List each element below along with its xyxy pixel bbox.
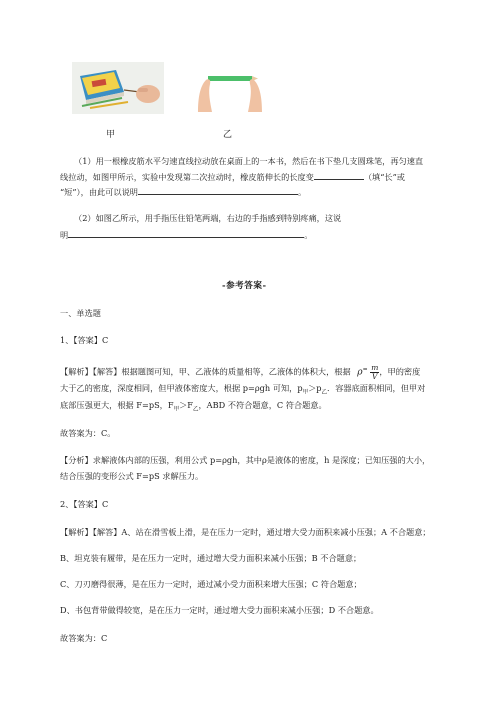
q1-fenxi-line-1: 【分析】求解液体内部的压强，利用公式 p=ρgh，其中ρ是液体的密度，h 是深度；已知压强的大小， [60,455,431,465]
q2-line-a: 【解析】【解答】A、站在滑雪板上滑，是在压力一定时，通过增大受力面积来减小压强；A 不合题意； [60,527,431,537]
greater-than-f: ＞F [179,400,193,410]
fraction-numerator: m [371,363,379,373]
q1-analysis-text-3: 底部压强更大，根据 F=pS，F [60,400,174,410]
greater-than-p: ＞p [308,383,322,393]
part-heading: 一、单选题 [60,308,101,318]
q1-analysis-text-3b: ，ABD 不符合题意，C 符合题意。 [198,400,327,410]
question-1-line-2 [60,170,405,183]
question-2-line-2-text: 明 [60,230,69,240]
question-2-line-1: （2）如图乙所示，用手指压住铅笔两端，右边的手指感到特别疼痛，这说 [74,213,342,223]
q1-analysis-line-3 [60,399,327,416]
question-2-line-2 [60,228,312,241]
answer-blank-3[interactable] [68,228,304,238]
q1-analysis-text-2: 大于乙的密度，深度相同，但甲液体密度大，根据 p=ρgh 可知，p [60,383,303,393]
figure-label-jia: 甲 [106,130,116,140]
question-2-line-2-end: 。 [304,230,313,240]
figure-jia [72,62,164,114]
figure-yi [196,62,264,114]
question-1-line-2-hint: （填“长”或 [363,172,405,182]
q1-analysis-text-1b: ，甲的密度 [379,366,421,377]
q1-analysis-text-2b: ．容器底面积相同，但甲对 [327,383,426,393]
answer-blank-1[interactable] [314,170,364,180]
mass-volume-fraction [370,364,379,381]
density-formula [357,364,379,381]
question-1-line-3-end: 。 [297,187,307,197]
q2-line-d: D、书包背带做得较宽，是在压力一定时，通过增大受力面积来减小压强；D 不合题意。 [60,605,379,615]
q1-analysis-line-1 [60,364,420,381]
subscript-jia: 甲 [302,389,309,396]
q1-answer: 1、【答案】C [60,335,109,345]
q1-analysis-line-2 [60,382,425,399]
subscript-yi: 乙 [321,389,328,396]
q2-line-c: C、刀刃磨得很薄，是在压力一定时，通过减小受力面积来增大压强；C 符合题意； [60,579,362,589]
question-1-line-1: （1）用一根橡皮筋水平匀速直线拉动放在桌面上的一本书，然后在书下垫几支圆珠笔，再匀速直 [74,156,424,166]
q2-conclusion: 故答案为：C [60,633,108,643]
q1-fenxi-line-2: 结合压强的变形公式 F=pS 求解压力。 [60,471,204,481]
rho-symbol: ρ [357,367,363,378]
book-pull-illustration [72,62,164,114]
question-1-line-2-text: 线拉动，如图甲所示，实验中发现第二次拉动时，橡皮筋伸长的长度变 [60,172,314,182]
answer-blank-2[interactable] [138,185,298,195]
q2-line-b: B、坦克装有履带，是在压力一定时，通过增大受力面积来减小压强；B 不合题意； [60,553,362,563]
q1-analysis-text-1: 【解析】【解答】根据题图可知，甲、乙液体的质量相等，乙液体的体积大，根据 [60,366,351,377]
q2-answer: 2、【答案】C [60,499,109,509]
question-1-line-3 [60,185,306,198]
subscript-jia-2: 甲 [173,406,180,413]
figure-label-yi: 乙 [223,130,233,140]
subscript-yi-2: 乙 [192,406,199,413]
question-1-line-3-text: “短”），由此可以说明 [60,187,138,197]
equals-sign: = [362,366,368,373]
q1-conclusion: 故答案为：C。 [60,428,116,438]
answer-section-title: -参考答案- [222,281,267,291]
pencil-press-illustration [196,62,264,114]
fraction-denominator: V [372,372,378,382]
